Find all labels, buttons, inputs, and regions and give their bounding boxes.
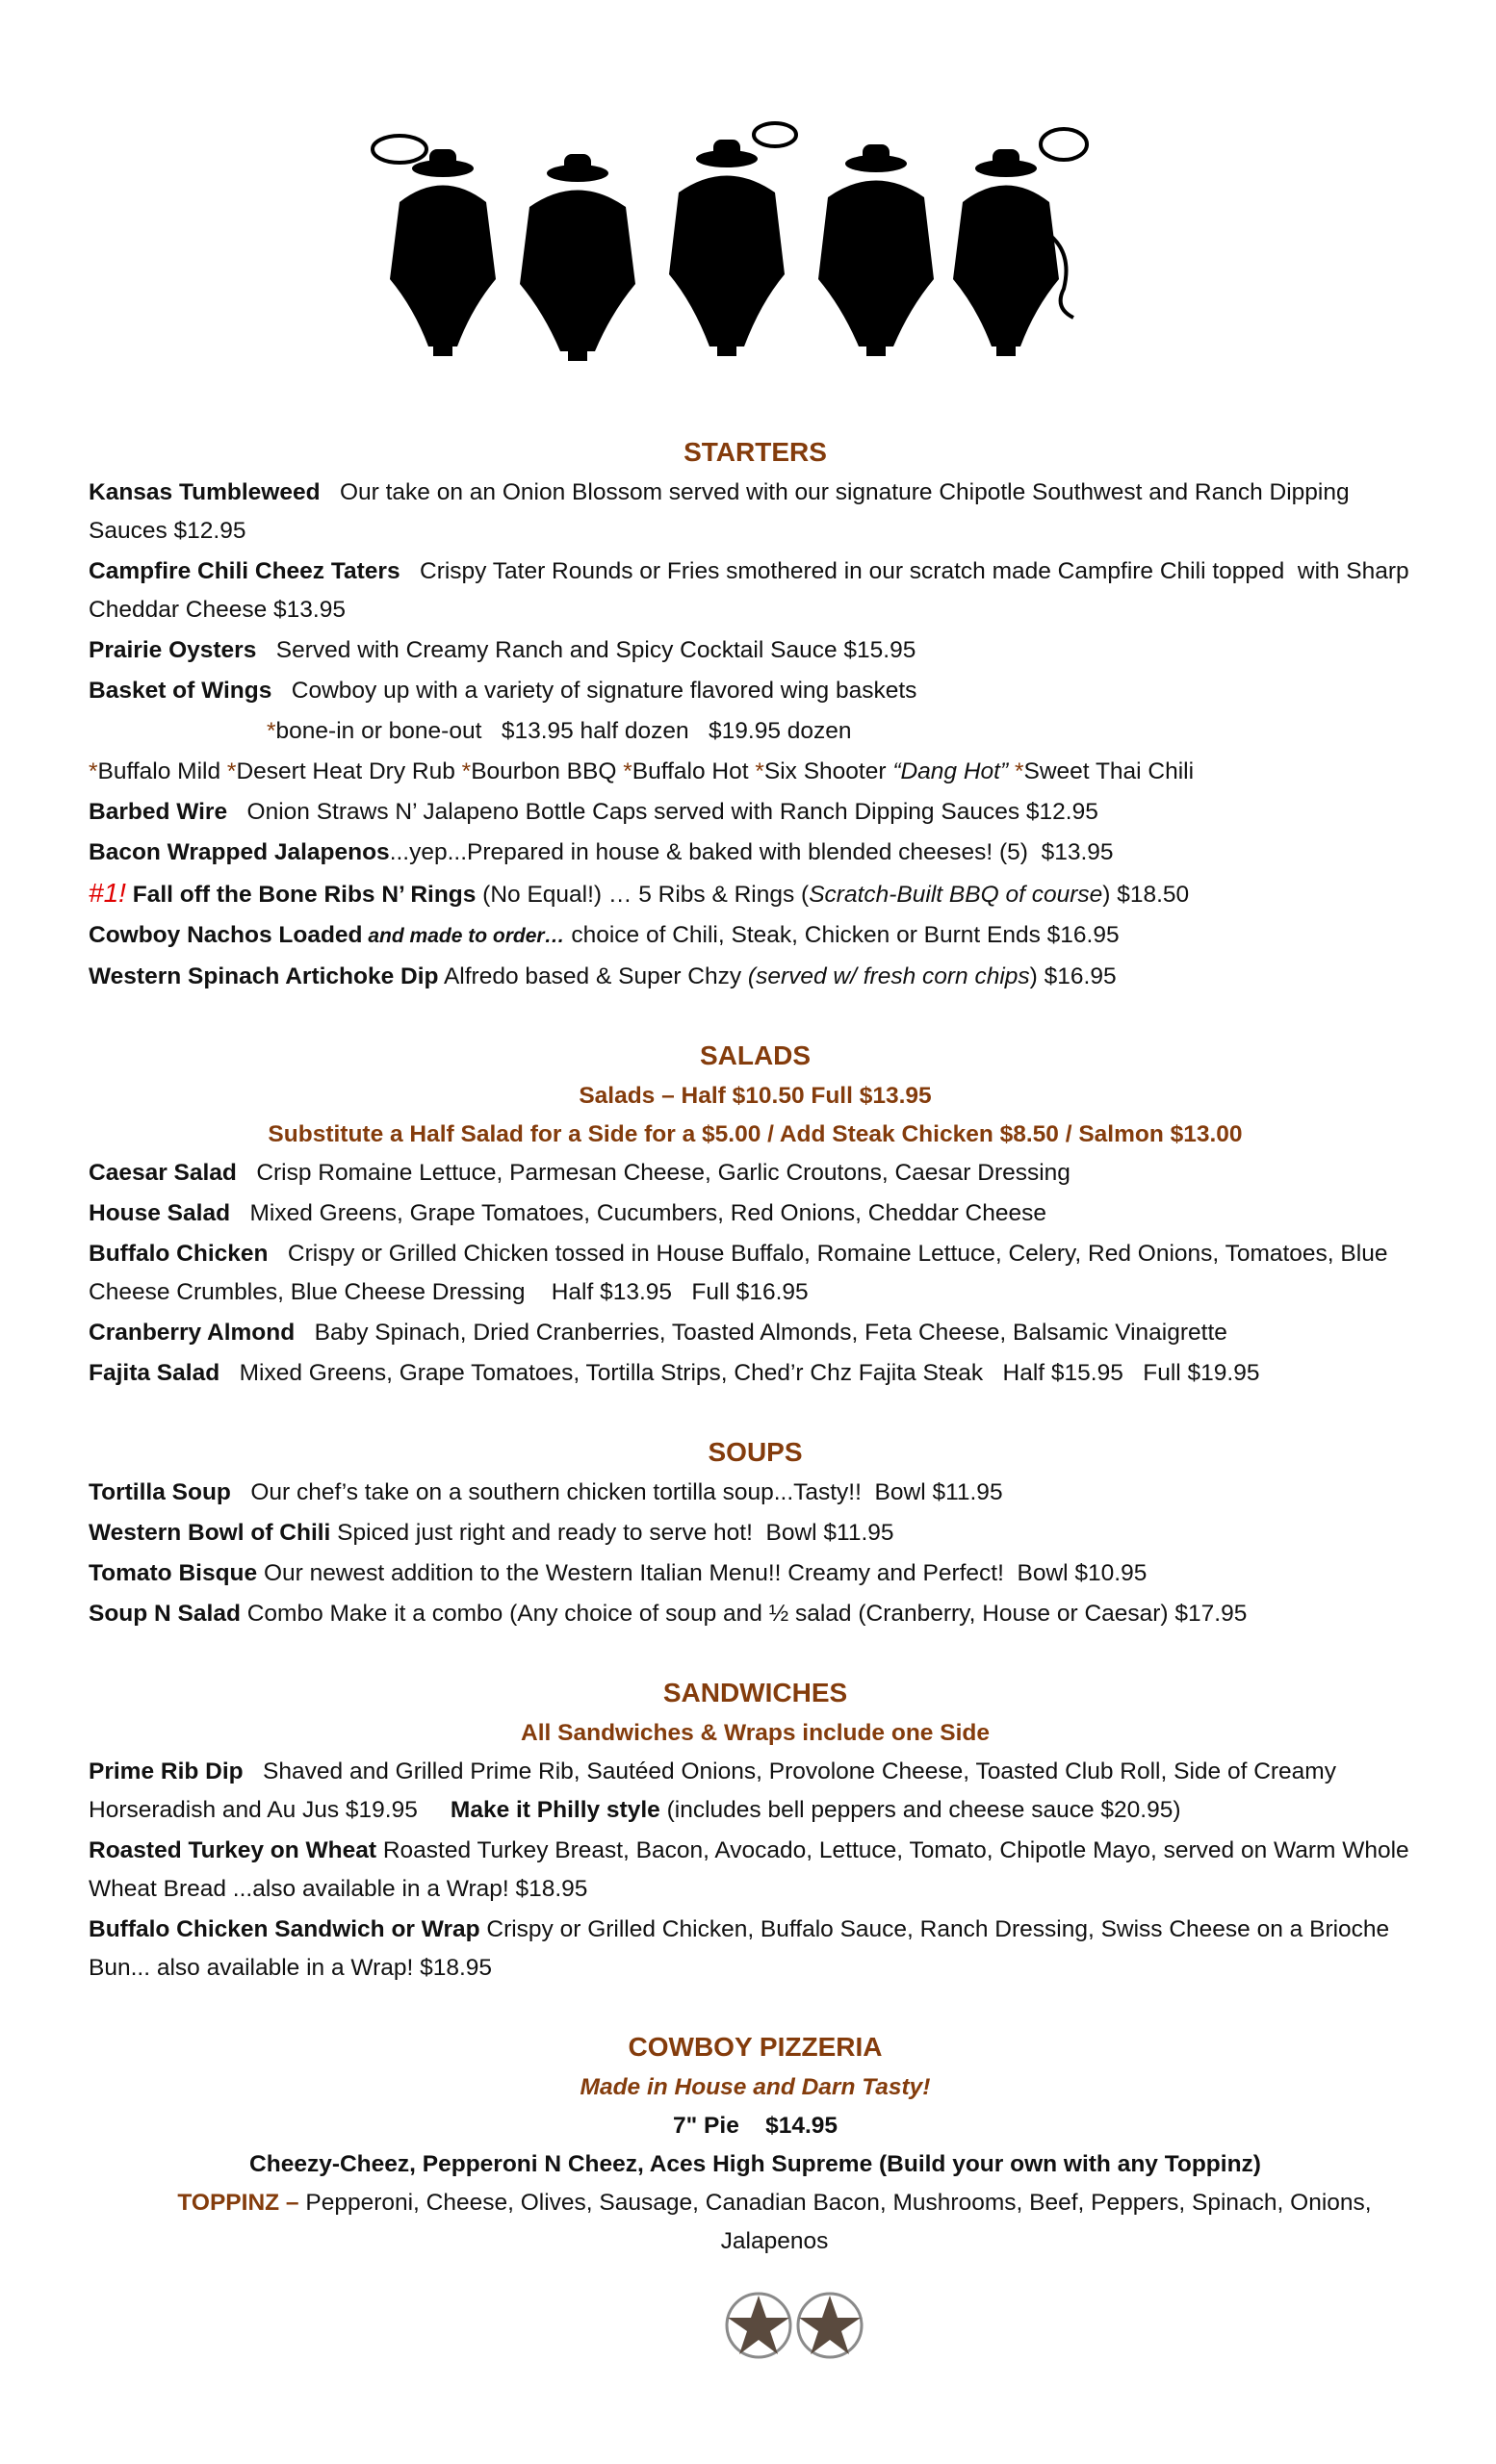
section-starters [89,431,1422,996]
item-name: Campfire Chili Cheez Taters [89,558,400,584]
item-text: choice of Chili, Steak, Chicken or Burnt Ends $16.95 [564,922,1120,948]
menu-item [89,1474,1422,1512]
item-text: * [89,758,98,784]
item-text: Our take on an Onion Blossom served with our signature Chipotle Southwest and Ranch Dipping Sauces $12.95 [89,479,1356,544]
item-text: Desert Heat Dry Rub [236,758,462,784]
section-soups [89,1431,1422,1633]
item-text: Roasted Turkey Breast, Bacon, Avocado, Lettuce, Tomato, Chipotle Mayo, served on Warm Whole Wheat Bread ...also available in a Wrap! $18.95 [89,1837,1416,1902]
item-text: Our newest addition to the Western Italian Menu!! Creamy and Perfect! Bowl $10.95 [257,1560,1148,1586]
item-name: Prime Rib Dip [89,1758,244,1784]
menu-item [89,1753,1422,1830]
section-sandwiches [89,1672,1422,1988]
item-text: “Dang Hot” [892,758,1009,784]
item-text: Fall off the Bone Ribs N’ Rings [125,882,477,908]
pizza-size: 7" Pie [673,2113,739,2139]
pizza-size-price [89,2107,1422,2145]
menu-item [89,874,1422,914]
item-text: bone-in or bone-out $13.95 half dozen $19.95 dozen [275,718,852,744]
item-name: Cranberry Almond [89,1320,296,1346]
item-name: Basket of Wings [89,678,272,704]
item-text: Combo Make it a combo (Any choice of soup and ½ salad (Cranberry, House or Caesar) $17.95 [240,1601,1248,1627]
section-title: STARTERS [684,437,827,467]
item-text: ...yep...Prepared in house & baked with blended cheeses! (5) $13.95 [389,839,1114,865]
item-text: Our chef’s take on a southern chicken tortilla soup...Tasty!! Bowl $11.95 [230,1479,1003,1505]
spacer [89,998,1422,1035]
menu-item [89,793,1422,832]
item-text: Six Shooter [763,758,893,784]
item-name: Tomato Bisque [89,1560,258,1586]
menu-item [89,753,1422,791]
item-name: Cowboy Nachos Loaded [89,922,363,948]
menu [89,431,1422,2261]
section-salads [89,1035,1422,1393]
menu-item [89,1154,1422,1193]
item-text: (No Equal!) … 5 Ribs & Rings ( [476,882,810,908]
item-text: Crispy or Grilled Chicken, Buffalo Sauce, Ranch Dressing, Swiss Cheese on a Brioche Bun... also available in a Wrap! $18.95 [89,1916,1396,1981]
spacer [89,1395,1422,1431]
item-text: Mixed Greens, Grape Tomatoes, Cucumbers, Red Onions, Cheddar Cheese [230,1200,1046,1226]
section-subtitle: All Sandwiches & Wraps include one Side [521,1720,990,1746]
pizza-varieties: Cheezy-Cheez, Pepperoni N Cheez, Aces High Supreme (Build your own with any Toppinz) [249,2151,1261,2177]
item-text: Alfredo based & Super Chzy [438,963,748,989]
menu-item [89,1194,1422,1233]
menu-item [89,1354,1422,1393]
section-title: SOUPS [708,1437,803,1467]
item-name: Fajita Salad [89,1360,220,1386]
item-name: Barbed Wire [89,799,228,825]
item-text: (served w/ fresh corn chips [747,963,1030,989]
menu-item [89,712,1422,751]
item-name: Buffalo Chicken [89,1241,269,1267]
section-pizzeria [89,2026,1422,2261]
section-subtitle: Salads – Half $10.50 Full $13.95 [579,1083,932,1109]
item-text: * [623,758,632,784]
menu-item [89,1595,1422,1633]
item-name: Western Spinach Artichoke Dip [89,963,439,989]
item-name: Western Bowl of Chili [89,1520,331,1546]
item-text: Spiced just right and ready to serve hot! Bowl $11.95 [330,1520,894,1546]
cowboys-silhouette-icon [371,116,1093,366]
item-text: Served with Creamy Ranch and Spicy Cocktail Sauce $15.95 [256,637,916,663]
menu-item [89,958,1422,996]
item-text: Shaved and Grilled Prime Rib, Sautéed Onions, Provolone Cheese, Toasted Club Roll, Side of Creamy Horseradish and Au Jus $19.95 [89,1758,1343,1823]
menu-item [89,1832,1422,1909]
menu-item [89,1911,1422,1988]
menu-item [89,552,1422,629]
item-name: House Salad [89,1200,231,1226]
menu-item [89,1235,1422,1312]
section-subtitle: Substitute a Half Salad for a Side for a $5.00 / Add Steak Chicken $8.50 / Salmon $13.00 [268,1121,1243,1147]
toppings-list: Pepperoni, Cheese, Olives, Sausage, Canadian Bacon, Mushrooms, Beef, Peppers, Spinach, Onions, Jalapenos [305,2190,1372,2254]
item-name: Kansas Tumbleweed [89,479,321,505]
item-text: Onion Straws N’ Jalapeno Bottle Caps served with Ranch Dipping Sauces $12.95 [227,799,1098,825]
item-name: Bacon Wrapped Jalapenos [89,839,390,865]
item-text: Make it Philly style [450,1797,660,1823]
item-text: * [1008,758,1024,784]
item-text: Crispy Tater Rounds or Fries smothered in our scratch made Campfire Chili topped with Sharp Cheddar Cheese $13.95 [89,558,1416,623]
menu-item [89,474,1422,551]
item-text: ) $16.95 [1029,963,1117,989]
item-text: (includes bell peppers and cheese sauce $20.95) [659,1797,1181,1823]
menu-item [89,1514,1422,1553]
pizza-price: $14.95 [765,2113,838,2139]
menu-item [89,672,1422,710]
spacer [89,1635,1422,1672]
item-text: Mixed Greens, Grape Tomatoes, Tortilla Strips, Ched’r Chz Fajita Steak Half $15.95 Full $19.95 [219,1360,1260,1386]
menu-item [89,834,1422,872]
spacer [89,1989,1422,2026]
item-name: Caesar Salad [89,1160,237,1186]
item-text: Baby Spinach, Dried Cranberries, Toasted Almonds, Feta Cheese, Balsamic Vinaigrette [295,1320,1227,1346]
item-text: Buffalo Mild [97,758,227,784]
item-name: Prairie Oysters [89,637,257,663]
item-text: Cowboy up with a variety of signature flavored wing baskets [271,678,917,704]
item-text: Scratch-Built BBQ of course [809,882,1103,908]
section-title: SALADS [699,1040,812,1070]
item-text: Crisp Romaine Lettuce, Parmesan Cheese, Garlic Croutons, Caesar Dressing [236,1160,1070,1186]
item-text: * [755,758,764,784]
menu-item [89,916,1422,956]
item-name: Tortilla Soup [89,1479,231,1505]
item-text: Buffalo Hot [632,758,756,784]
item-text: * [267,718,276,744]
item-text: ) $18.50 [1102,882,1190,908]
barn-stars-icon [724,2291,864,2360]
item-text: Sweet Thai Chili [1023,758,1195,784]
item-text: * [226,758,237,784]
toppings-label: TOPPINZ – [177,2190,306,2216]
item-text: and made to order… [362,925,565,947]
item-text: Bourbon BBQ [471,758,624,784]
item-text: Crispy or Grilled Chicken tossed in House Buffalo, Romaine Lettuce, Celery, Red Onions, Tomatoes, Blue Cheese Crumbles, Blue Cheese Dressing Half $13.95 Full $16.95 [89,1241,1395,1305]
menu-item [89,1314,1422,1352]
section-title: COWBOY PIZZERIA [628,2032,883,2062]
item-name: Buffalo Chicken Sandwich or Wrap [89,1916,480,1942]
menu-item [89,1554,1422,1593]
item-name: Roasted Turkey on Wheat [89,1837,377,1863]
pizza-toppings [89,2184,1422,2261]
item-text: * [461,758,472,784]
menu-item [89,631,1422,670]
item-name: Soup N Salad [89,1601,241,1627]
item-text: #1! [89,878,126,908]
menu-sections [89,431,1422,1988]
pizzeria-tagline: Made in House and Darn Tasty! [580,2074,931,2100]
section-title: SANDWICHES [662,1678,848,1707]
